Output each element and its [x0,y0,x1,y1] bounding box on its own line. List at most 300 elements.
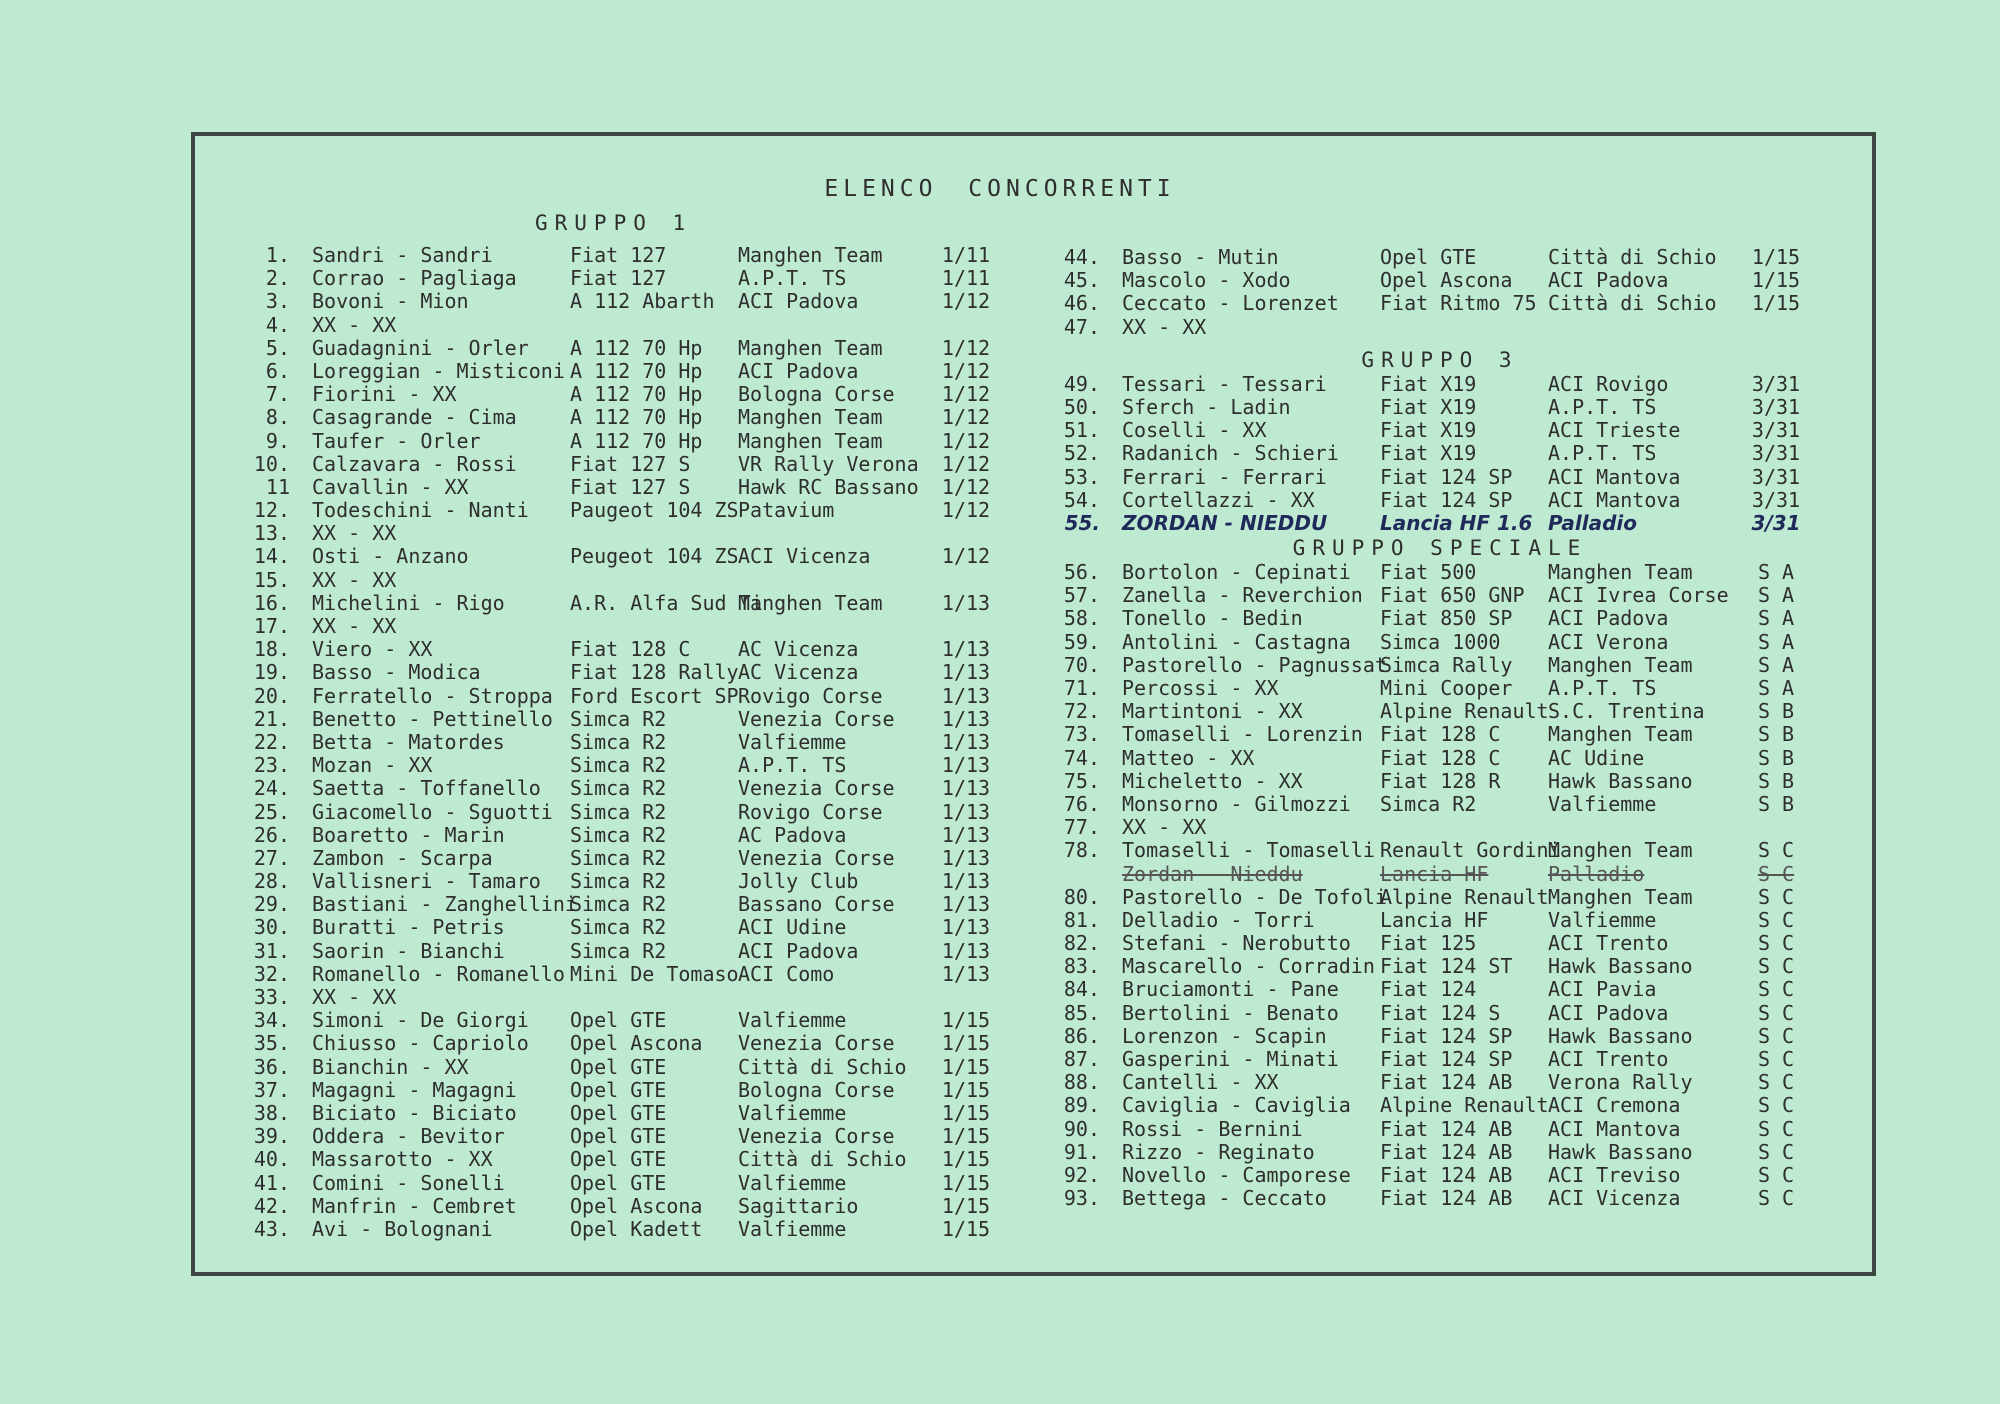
entry-team: Patavium [738,498,835,523]
entry-drivers: Mascolo - Xodo [1122,268,1291,293]
entry-team: Manghen Team [1548,884,1693,909]
entry-drivers: Radanich - Schieri [1122,441,1339,466]
entry-team: Palladio [1548,510,1637,535]
entry-class: 3/31 [1751,441,1801,466]
entry-car: Simca R2 [570,938,667,963]
entry-drivers: Sandri - Sandri [312,243,493,267]
entry-class: S C [1757,954,1795,979]
entry-drivers: Mozan - XX [312,753,433,778]
entry-row [250,476,1010,499]
entry-team: ACI Padova [738,938,859,963]
entry-number: 33. [253,985,290,1009]
entry-car: A 112 Abarth [570,289,715,314]
entry-drivers: Rizzo - Reginato [1122,1139,1315,1164]
entry-class: S A [1757,560,1795,585]
entry-class [936,314,996,337]
entry-number: 88. [1063,1070,1100,1095]
entry-team: ACI Vicenza [1548,1186,1681,1211]
entry-car: Fiat 124 SP [1380,464,1513,489]
entry-number: 39. [253,1124,290,1149]
entry-number: 14. [253,544,290,569]
entry-class: 1/15 [941,1193,991,1218]
entry-class [936,615,996,638]
entry-number: 38. [253,1100,290,1125]
entry-row [250,1079,1010,1102]
entry-class: 1/13 [941,753,991,778]
entry-number: 21. [253,706,290,731]
entry-drivers: Cantelli - XX [1122,1070,1279,1095]
entry-drivers: Osti - Anzano [312,544,469,569]
entry-row [1060,631,1820,654]
entry-team: Città di Schio [738,1147,907,1172]
entry-number: 90. [1063,1116,1100,1141]
entry-car: A 112 70 Hp [570,428,703,453]
entry-row [250,406,1010,429]
entry-row [1060,419,1820,442]
entry-team: ACI Ivrea Corse [1548,583,1729,608]
entry-number: 31. [253,938,290,963]
entry-drivers: Matteo - XX [1122,745,1255,770]
entry-class: S C [1757,1162,1795,1187]
entry-team: S.C. Trentina [1548,699,1705,724]
entry-team: Venezia Corse [738,1124,895,1149]
entry-number: 9. [265,428,290,453]
entry-row [1060,747,1820,770]
entry-class: 1/13 [941,660,991,685]
entry-row [1060,793,1820,816]
entry-car: Simca 1000 [1380,629,1501,654]
entry-drivers: Cavallin - XX [312,474,469,499]
entry-row [1060,607,1820,630]
entry-team: Hawk RC Bassano [738,474,919,499]
entry-row [1060,677,1820,700]
entry-row [250,360,1010,383]
entry-car: Fiat 124 AB [1380,1186,1513,1211]
entry-number: 46. [1063,291,1100,316]
entry-car [570,522,738,545]
entry-team: ACI Padova [738,358,859,383]
entry-class: S C [1757,884,1795,909]
entry-car [1380,816,1548,839]
entry-car: A 112 70 Hp [570,358,703,383]
entry-drivers: Ferrari - Ferrari [1122,464,1327,489]
entry-drivers: Micheletto - XX [1122,768,1303,793]
entry-number: 30. [253,915,290,940]
entry-number: 40. [253,1147,290,1172]
entry-row [1060,489,1820,512]
entry-car: Lancia HF [1380,861,1489,886]
entry-team: ACI Como [738,961,835,986]
entry-car: Fiat 124 S [1380,1000,1501,1025]
entry-car: Opel GTE [570,1054,667,1079]
entry-number: 56. [1063,560,1100,585]
entry-number: 35. [253,1031,290,1056]
entry-drivers: XX - XX [1122,815,1207,840]
entry-team: Manghen Team [738,428,883,453]
entry-drivers: Viero - XX [312,637,433,662]
entry-class: 1/15 [941,1100,991,1125]
entry-class: 1/12 [941,474,991,499]
entry-class: 1/12 [941,289,991,314]
entry-row [1060,584,1820,607]
entry-drivers: Calzavara - Rossi [312,451,517,476]
entry-class: 3/31 [1751,464,1801,489]
entry-number: 42. [253,1193,290,1218]
entry-drivers: Tomaselli - Lorenzin [1122,722,1363,747]
entry-car: Opel GTE [570,1170,667,1195]
entry-team: Manghen Team [738,590,883,615]
entry-number: 4. [265,312,290,337]
entry-class: S C [1757,1139,1795,1164]
entry-drivers: Tonello - Bedin [1122,606,1303,631]
entry-class: S A [1757,652,1795,677]
entry-number: 16. [253,590,290,615]
entry-class: S B [1757,722,1795,747]
entry-row [250,337,1010,360]
entry-row [250,1125,1010,1148]
entry-car: Renault Gordini [1380,838,1561,863]
entry-number: 93. [1063,1186,1100,1211]
entry-team: Valfiemme [1548,791,1657,816]
entry-car: Fiat 127 [570,243,667,267]
entry-team: ACI Trento [1548,1047,1669,1071]
entry-car: Simca R2 [570,892,667,917]
entry-number: 70. [1063,652,1100,677]
entry-drivers: Saetta - Toffanello [312,776,541,801]
entry-team: Manghen Team [738,405,883,430]
entry-drivers: Benetto - Pettinello [312,706,553,731]
entry-row [250,893,1010,916]
entry-team: A.P.T. TS [1548,441,1657,466]
entry-class: 1/15 [941,1031,991,1056]
entry-class: 1/15 [941,1008,991,1033]
entry-car: Simca R2 [570,776,667,801]
entry-class: 1/15 [1751,291,1801,316]
entry-drivers: Lorenzon - Scapin [1122,1023,1327,1048]
entry-team: Palladio [1548,861,1645,886]
entry-car: Alpine Renault [1380,699,1549,724]
entry-drivers: Percossi - XX [1122,676,1279,700]
entry-number: 71. [1063,676,1100,700]
entry-team: ACI Mantova [1548,464,1681,489]
entry-row [250,870,1010,893]
entry-class: 1/15 [1751,245,1801,269]
entry-number: 54. [1063,487,1100,512]
entry-row [250,916,1010,939]
entry-number: 15. [253,567,290,592]
entry-class: 1/13 [941,915,991,940]
entry-team: Manghen Team [1548,652,1693,677]
entry-row [1060,770,1820,793]
entry-drivers: XX - XX [1122,314,1207,339]
entry-number: 72. [1063,699,1100,724]
entry-number: 82. [1063,931,1100,956]
entry-drivers: Delladio - Torri [1122,907,1315,932]
entry-row [250,1032,1010,1055]
entry-row [1060,932,1820,955]
entry-drivers: Todeschini - Nanti [312,498,529,523]
entry-drivers: Zordan - Nieddu [1122,861,1303,886]
entry-team: Città di Schio [1548,245,1717,269]
entry-car: Simca R2 [570,822,667,847]
entry-number: 3. [265,289,290,314]
entry-car: Fiat 124 AB [1380,1139,1513,1164]
entry-team [1548,816,1746,839]
entry-number: 41. [253,1170,290,1195]
entry-row [250,383,1010,406]
entry-team: ACI Vicenza [738,544,871,569]
entry-car: Fiat 128 C [1380,722,1501,747]
entry-number: 78. [1063,838,1100,863]
entry-drivers: Bianchin - XX [312,1054,469,1079]
entry-row [250,1056,1010,1079]
entry-team [738,615,936,638]
entry-drivers: Romanello - Romanello [312,961,565,986]
entry-class: S C [1757,1047,1795,1071]
entry-row [1060,316,1820,339]
entry-car: Opel GTE [570,1008,667,1033]
entry-team: ACI Pavia [1548,977,1657,1002]
entry-drivers: Mascarello - Corradin [1122,954,1375,979]
entry-car: Fiat 127 S [570,451,691,476]
entry-team: Bologna Corse [738,1077,895,1102]
entry-class: S B [1757,791,1795,816]
entry-team: ACI Padova [1548,1000,1669,1025]
entry-row [1060,700,1820,723]
entry-car: Opel Kadett [570,1216,703,1241]
entry-number: 80. [1063,884,1100,909]
entry-number: 55. [1064,510,1100,535]
entry-row [250,267,1010,290]
entry-car: Fiat 500 [1380,560,1477,585]
entry-team: Hawk Bassano [1548,1139,1693,1164]
entry-car: Fiat 128 R [1380,768,1501,793]
entry-team: ACI Mantova [1548,1116,1681,1141]
entry-class: 1/15 [941,1077,991,1102]
entry-car: Simca R2 [570,753,667,778]
entry-car: Fiat 124 ST [1380,954,1513,979]
entry-team [738,522,936,545]
entry-team: Verona Rally [1548,1070,1693,1095]
entry-drivers: ZORDAN - NIEDDU [1122,510,1328,535]
entry-class [1746,816,1806,839]
entry-team: Valfiemme [1548,907,1657,932]
entry-team: ACI Cremona [1548,1093,1681,1118]
entry-number: 37. [253,1077,290,1102]
entry-number: 22. [253,729,290,754]
entry-class: 1/15 [941,1124,991,1149]
entry-drivers: Tessari - Tessari [1122,371,1327,396]
entry-row [1060,816,1820,839]
entry-drivers: Taufer - Orler [312,428,481,453]
entry-row [250,1172,1010,1195]
page-title: ELENCO CONCORRENTI [824,176,1176,202]
entry-team: Valfiemme [738,1100,847,1125]
entry-team: ACI Padova [738,289,859,314]
entry-row [250,824,1010,847]
entry-class: S A [1757,629,1795,654]
entry-drivers: Betta - Matordes [312,729,505,754]
entry-number: 12. [253,498,290,523]
entry-drivers: Zambon - Scarpa [312,845,493,870]
entry-drivers: Comini - Sonelli [312,1170,505,1195]
entry-number: 86. [1063,1023,1100,1048]
entry-car: Fiat X19 [1380,441,1477,466]
entry-number: 50. [1063,394,1100,419]
entry-number: 83. [1063,954,1100,979]
entry-class: S B [1757,768,1795,793]
entry-class: 1/12 [941,498,991,523]
entry-class: 3/31 [1751,394,1801,419]
entry-class: 1/13 [941,938,991,963]
entry-row [250,314,1010,337]
entry-row [1060,1187,1820,1210]
entry-drivers: Bortolon - Cepinati [1122,560,1351,585]
entry-car: Lancia HF [1380,907,1489,932]
entry-team: Hawk Bassano [1548,768,1693,793]
entry-class: 1/13 [941,776,991,801]
entry-car: Alpine Renault [1380,1093,1549,1118]
entry-class: S C [1757,838,1795,863]
entry-row [1060,561,1820,584]
entry-car: Fiat 124 AB [1380,1070,1513,1095]
entry-drivers: Bovoni - Mion [312,289,469,314]
entry-number: 24. [253,776,290,801]
entry-car: Simca R2 [570,729,667,754]
entry-class: 1/12 [941,382,991,407]
entry-drivers: Novello - Camporese [1122,1162,1351,1187]
entry-number: 47. [1063,314,1100,339]
entry-class: S C [1757,1093,1795,1118]
entry-class [936,569,996,592]
entry-number: 75. [1063,768,1100,793]
entry-class: 3/31 [1751,510,1801,535]
entry-row [1060,1025,1820,1048]
entry-class: 3/31 [1751,487,1801,512]
entry-row [250,592,1010,615]
entry-drivers: Vallisneri - Tamaro [312,869,541,894]
entry-team [1548,316,1746,339]
entry-team [738,986,936,1009]
entry-number: 26. [253,822,290,847]
entry-car: Simca R2 [570,845,667,870]
entry-car: Opel GTE [570,1100,667,1125]
entry-number: 57. [1063,583,1100,608]
entry-row [250,940,1010,963]
entry-class: S C [1757,1186,1795,1211]
entry-number: 51. [1063,418,1100,443]
entry-number: 58. [1063,606,1100,631]
entry-class: 1/13 [941,961,991,986]
entry-class: S C [1757,977,1795,1002]
entry-number: 8. [265,405,290,430]
entry-team: Jolly Club [738,869,859,894]
entry-team: Città di Schio [738,1054,907,1079]
entry-team: A.P.T. TS [1548,394,1657,419]
entry-drivers: Ferratello - Stroppa [312,683,553,708]
entry-team: VR Rally Verona [738,451,919,476]
entry-row [250,453,1010,476]
entry-team: Valfiemme [738,1008,847,1033]
entry-car: Alpine Renault [1380,884,1549,909]
entry-team: ACI Trento [1548,931,1669,956]
entry-car: Simca R2 [570,799,667,824]
entry-drivers: Simoni - De Giorgi [312,1008,529,1033]
entry-number: 2. [265,266,290,291]
entry-team: Venezia Corse [738,776,895,801]
entry-car: Fiat 125 [1380,931,1477,956]
entry-drivers: Fiorini - XX [312,382,457,407]
entry-row [1060,654,1820,677]
entry-class: 1/13 [941,869,991,894]
entry-row [1060,723,1820,746]
entry-number: 52. [1063,441,1100,466]
entry-car: Simca R2 [570,915,667,940]
entry-row [250,1218,1010,1241]
entry-class: 1/13 [941,799,991,824]
entry-team: AC Vicenza [738,660,859,685]
entry-car: Fiat Ritmo 75 [1380,291,1537,316]
entry-row [250,430,1010,453]
entry-drivers: Saorin - Bianchi [312,938,505,963]
entry-team: Manghen Team [738,243,883,267]
entry-class: 1/13 [941,683,991,708]
entry-row [1060,1141,1820,1164]
entry-drivers: Casagrande - Cima [312,405,517,430]
entry-drivers: Manfrin - Cembret [312,1193,517,1218]
entry-car: Fiat 124 AB [1380,1162,1513,1187]
entry-class: S B [1757,745,1795,770]
entry-car [570,569,738,592]
entry-class: 1/12 [941,428,991,453]
entry-team: Bassano Corse [738,892,895,917]
entry-class: 1/13 [941,729,991,754]
entry-row [1060,1094,1820,1117]
entry-team: Hawk Bassano [1548,954,1693,979]
entry-car: Mini Cooper [1380,676,1513,700]
entry-class: S C [1757,1070,1795,1095]
entry-drivers: Oddera - Bevitor [312,1124,505,1149]
entry-drivers: Tomaselli - Tomaselli [1122,838,1375,863]
entry-class: 1/13 [941,637,991,662]
entry-row [250,661,1010,684]
entry-class: 1/13 [941,822,991,847]
entry-number: 10. [253,451,290,476]
entry-team: Rovigo Corse [738,683,883,708]
entry-team: AC Udine [1548,745,1645,770]
entry-drivers: Bertolini - Benato [1122,1000,1339,1025]
entry-class [1746,316,1806,339]
entry-car: Opel GTE [570,1124,667,1149]
entry-car: Fiat 128 C [570,637,691,662]
entry-row [1060,1118,1820,1141]
entry-car: Fiat 128 C [1380,745,1501,770]
entry-row [250,569,1010,592]
entry-drivers: Rossi - Bernini [1122,1116,1303,1141]
entry-drivers: XX - XX [312,985,397,1009]
entry-team: Manghen Team [1548,838,1693,863]
entry-number [1060,863,1122,886]
entry-number: 25. [253,799,290,824]
entry-car: Fiat 850 SP [1380,606,1513,631]
entry-car [1380,316,1548,339]
entry-number: 20. [253,683,290,708]
entry-row [250,986,1010,1009]
entry-number: 5. [265,335,290,360]
entry-car [570,986,738,1009]
entry-car: Simca Rally [1380,652,1513,677]
entry-row [250,1009,1010,1032]
